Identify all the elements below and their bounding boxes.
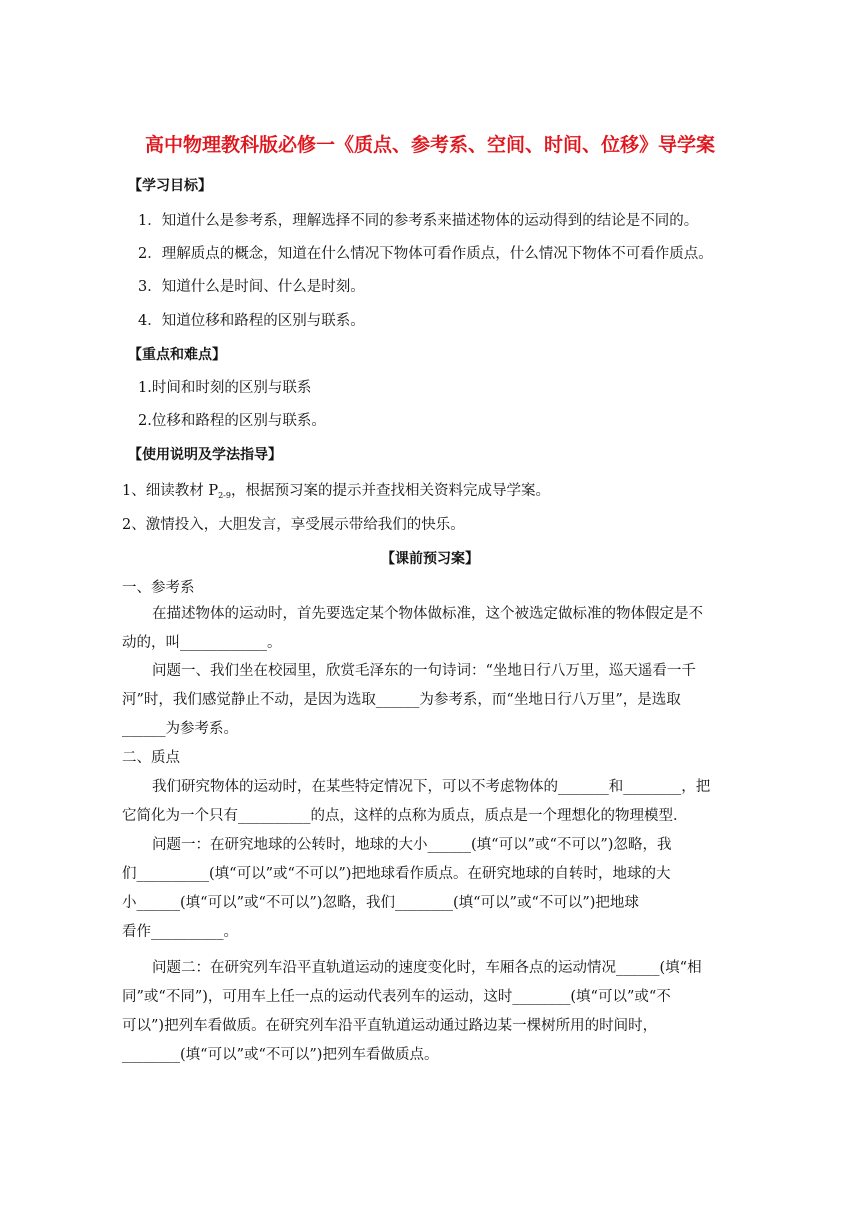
- guide-item-subscript: 2-9: [218, 491, 231, 500]
- paragraph-line: 我们研究物体的运动时，在某些特定情况下，可以不考虑物体的_______和________，把: [152, 779, 711, 795]
- question-line: 问题二：在研究列车沿平直轨道运动的速度变化时，车厢各点的运动情况______(填“相: [152, 960, 702, 976]
- question-line: ________(填“可以”或“不可以”)把列车看做质点。: [122, 1047, 439, 1063]
- paragraph-line: 动的，叫____________。: [122, 635, 282, 651]
- question-line: 问题一：在研究地球的公转时，地球的大小______(填“可以”或“不可以”)忽略，我: [152, 837, 672, 853]
- objective-item: 3．知道什么是时间、什么是时刻。: [138, 279, 365, 295]
- guide-heading: 【使用说明及学法指导】: [128, 447, 282, 463]
- section-heading: 一、参考系: [122, 580, 195, 596]
- guide-item: [122, 481, 860, 506]
- key-points-heading: 【重点和难点】: [128, 347, 226, 363]
- paragraph-line: 在描述物体的运动时，首先要选定某个物体做标准，这个被选定做标准的物体假定是不: [152, 606, 703, 622]
- objective-item: 4．知道位移和路程的区别与联系。: [138, 313, 365, 329]
- question-line: 问题一、我们坐在校园里，欣赏毛泽东的一句诗词：“坐地日行八万里，巡天遥看一千: [152, 663, 696, 679]
- question-line: ______为参考系。: [122, 721, 238, 737]
- section-heading: 二、质点: [122, 750, 180, 766]
- document-title: 高中物理教科版必修一《质点、参考系、空间、时间、位移》导学案: [144, 134, 715, 156]
- question-line: 同”或“不同”)，可用车上任一点的运动代表列车的运动，这时________(填“可以”或“不: [122, 989, 671, 1005]
- question-line: 河”时，我们感觉静止不动，是因为选取______为参考系，而“坐地日行八万里”，是选取: [122, 692, 681, 708]
- question-line: 可以”)把列车看做质。在研究列车沿平直轨道运动通过路边某一棵树所用的时间时，: [122, 1018, 658, 1034]
- guide-item-text: 1、细读教材 P: [122, 483, 219, 499]
- guide-item-text: ，根据预习案的提示并查找相关资料完成导学案。: [230, 483, 550, 499]
- guide-item: 2、激情投入，大胆发言，享受展示带给我们的快乐。: [122, 517, 465, 533]
- preview-heading: 【课前预习案】: [381, 551, 479, 567]
- key-point-item: 2.位移和路程的区别与联系。: [138, 413, 326, 429]
- key-point-item: 1.时间和时刻的区别与联系: [138, 380, 312, 396]
- paragraph-line: 它简化为一个只有__________的点，这样的点称为质点，质点是一个理想化的物理模型．: [122, 808, 688, 824]
- question-line: 小______(填“可以”或“不可以”)忽略，我们________(填“可以”或“不可以”)把地球: [122, 895, 639, 911]
- question-line: 看作__________。: [122, 924, 238, 940]
- objectives-heading: 【学习目标】: [128, 178, 212, 194]
- objective-item: 2．理解质点的概念，知道在什么情况下物体可看作质点，什么情况下物体不可看作质点。: [138, 246, 713, 262]
- objective-item: 1．知道什么是参考系，理解选择不同的参考系来描述物体的运动得到的结论是不同的。: [138, 213, 699, 229]
- question-line: 们__________(填“可以”或“不可以”)把地球看作质点。在研究地球的自转时，地球的大: [122, 866, 671, 882]
